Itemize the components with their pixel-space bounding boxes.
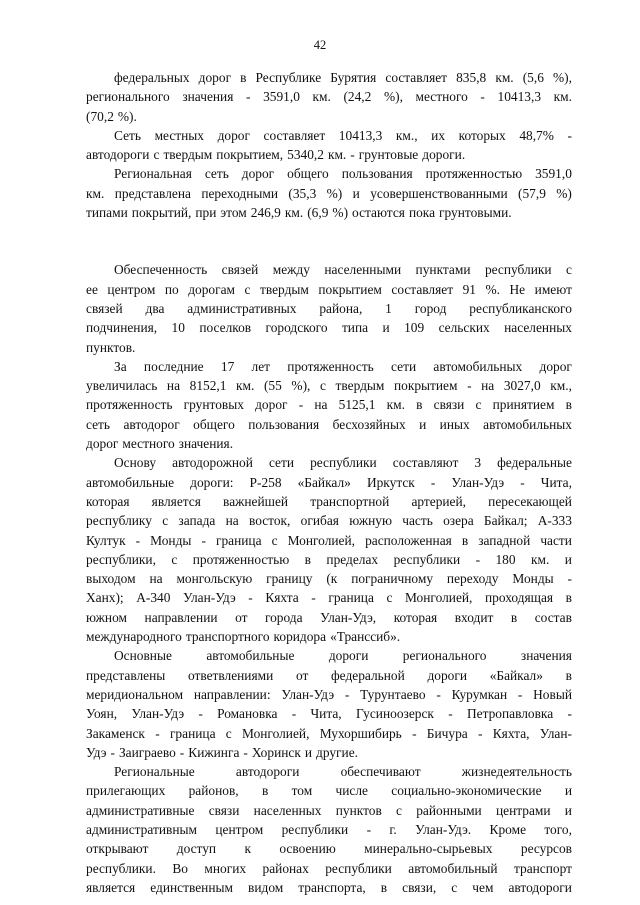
document-body bbox=[86, 68, 572, 897]
paragraph bbox=[86, 357, 572, 453]
text-line: Региональные автодороги обеспечивают жизнедеятельность bbox=[114, 764, 572, 780]
text-line: республику с запада на восток, огибая южную часть озера Байкал; А-333 bbox=[86, 513, 572, 529]
text-line: которая является важнейшей транспортной артерией, пересекающей bbox=[86, 493, 572, 509]
paragraph bbox=[86, 260, 572, 356]
text-line: автомобильные дороги: Р-258 «Байкал» Иркутск - Улан-Удэ - Чита, bbox=[86, 474, 572, 490]
text-line: Региональная сеть дорог общего пользования протяженностью 3591,0 bbox=[114, 166, 572, 182]
text-line: Култук - Монды - граница с Монголией, расположенная в западной части bbox=[86, 532, 572, 548]
text-line: связей два административных района, 1 город республиканского bbox=[86, 300, 572, 316]
text-line: административным центром республики - г. Улан-Удэ. Кроме того, bbox=[86, 821, 572, 837]
paragraph bbox=[86, 762, 572, 897]
text-line: Ханх); А-340 Улан-Удэ - Кяхта - граница с Монголией, проходящая в bbox=[86, 590, 572, 606]
text-line: Сеть местных дорог составляет 10413,3 км., их которых 48,7% - bbox=[114, 127, 572, 143]
text-line: Основу автодорожной сети республики составляют 3 федеральные bbox=[114, 455, 572, 471]
text-line: южном направлении от города Улан-Удэ, которая входит в состав bbox=[86, 609, 572, 625]
text-line: прилегающих районов, в том числе социально-экономические и bbox=[86, 783, 572, 799]
text-line: автодороги с твердым покрытием, 5340,2 км. - грунтовые дороги. bbox=[86, 147, 466, 163]
text-line: административные связи населенных пунктов с районными центрами и bbox=[86, 802, 572, 818]
paragraph bbox=[86, 164, 572, 222]
text-line: Удэ - Заиграево - Кижинга - Хоринск и другие. bbox=[86, 744, 359, 760]
paragraph-gap bbox=[86, 222, 572, 260]
text-line: представлены ответвлениями от федеральной дороги «Байкал» в bbox=[86, 667, 572, 683]
text-line: является единственным видом транспорта, в связи, с чем автодороги bbox=[86, 879, 572, 895]
text-line: увеличилась на 8152,1 км. (55 %), с твердым покрытием - на 3027,0 км., bbox=[86, 378, 572, 394]
text-line: Обеспеченность связей между населенными пунктами республики с bbox=[114, 262, 572, 278]
text-line: (70,2 %). bbox=[86, 108, 137, 124]
text-line: подчинения, 10 поселков городского типа и 109 сельских населенных bbox=[86, 320, 572, 336]
text-line: Закаменск - граница с Монголией, Мухоршибирь - Бичура - Кяхта, Улан- bbox=[86, 725, 572, 741]
paragraph bbox=[86, 68, 572, 126]
text-line: федеральных дорог в Республике Бурятия составляет 835,8 км. (5,6 %), bbox=[114, 70, 572, 85]
text-line: выходом на монгольскую границу (к пограничному переходу Монды - bbox=[86, 571, 572, 587]
text-line: пунктов. bbox=[86, 339, 136, 355]
text-line: Уоян, Улан-Удэ - Романовка - Чита, Гусиноозерск - Петропавловка - bbox=[86, 706, 572, 722]
text-line: Основные автомобильные дороги регионального значения bbox=[114, 648, 572, 664]
text-line: км. представлена переходными (35,3 %) и усовершенствованными (57,9 %) bbox=[86, 185, 572, 201]
text-line: регионального значения - 3591,0 км. (24,2 %), местного - 10413,3 км. bbox=[86, 89, 572, 105]
paragraph bbox=[86, 126, 572, 165]
text-line: протяженность грунтовых дорог - на 5125,1 км. в связи с принятием в bbox=[86, 397, 572, 413]
paragraph bbox=[86, 453, 572, 646]
text-line: открывают доступ к освоению минерально-сырьевых ресурсов bbox=[86, 841, 572, 857]
text-line: За последние 17 лет протяженность сети автомобильных дорог bbox=[114, 358, 572, 374]
text-line: ее центром по дорогам с твердым покрытием составляет 91 %. Не имеют bbox=[86, 281, 572, 297]
text-line: сеть автодорог общего пользования бесхозяйных и иных автомобильных bbox=[86, 416, 572, 432]
paragraph bbox=[86, 646, 572, 762]
text-line: республики, с протяженностью в пределах республики - 180 км. и bbox=[86, 551, 572, 567]
text-line: дорог местного значения. bbox=[86, 436, 234, 452]
page-number: 42 bbox=[313, 38, 327, 52]
text-line: международного транспортного коридора «Транссиб». bbox=[86, 629, 401, 645]
text-line: типами покрытий, при этом 246,9 км. (6,9 %) остаются пока грунтовыми. bbox=[86, 205, 512, 221]
text-line: республики. Во многих районах республики автомобильный транспорт bbox=[86, 860, 572, 876]
text-line: меридиональном направлении: Улан-Удэ - Турунтаево - Курумкан - Новый bbox=[86, 686, 572, 702]
